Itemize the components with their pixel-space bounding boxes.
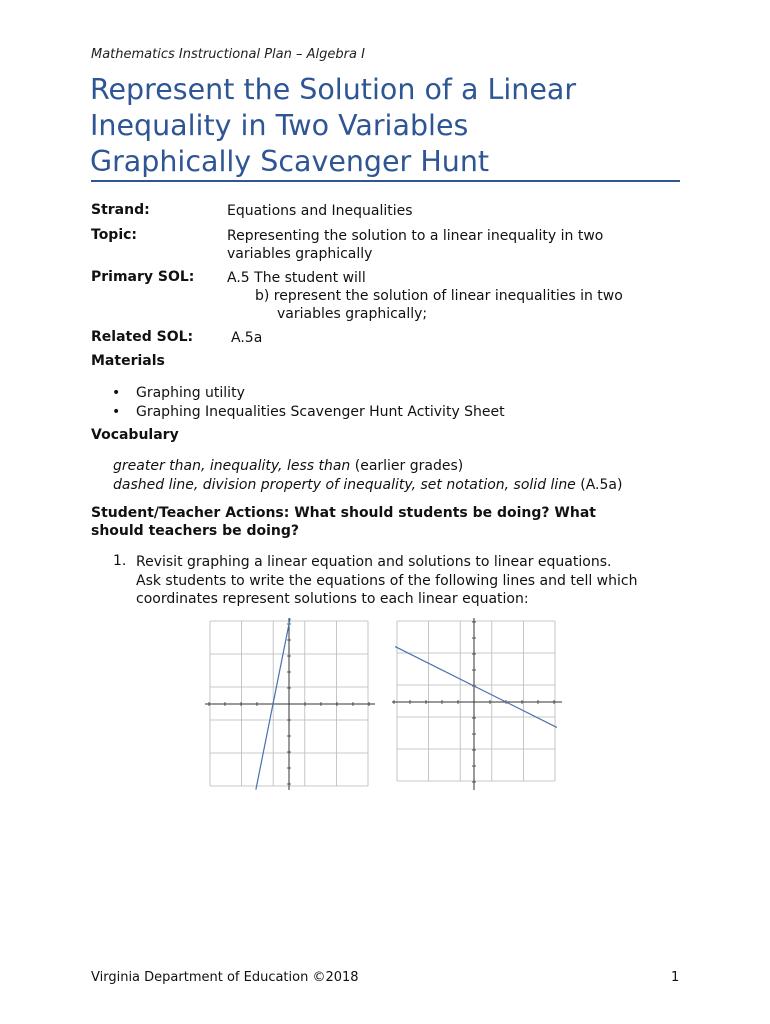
vocab-terms: dashed line, division property of inequality, set notation, solid line <box>113 477 576 493</box>
coordinate-graph-1 <box>205 616 375 792</box>
step-line: Ask students to write the equations of the following lines and tell which <box>136 572 638 589</box>
page-title <box>90 72 690 180</box>
vocab-note: (earlier grades) <box>350 458 464 474</box>
materials-heading: Materials <box>91 353 165 369</box>
sol-b-line: variables graphically; <box>277 306 428 322</box>
strand-label: Strand: <box>91 202 150 218</box>
related-sol-label: Related SOL: <box>91 329 194 345</box>
topic-line: Representing the solution to a linear inequality in two <box>227 228 604 244</box>
actions-heading <box>91 504 651 540</box>
step-line: coordinates represent solutions to each linear equation: <box>136 591 529 607</box>
strand-value: Equations and Inequalities <box>227 203 413 219</box>
primary-sol-item-b <box>255 287 623 323</box>
actions-heading-line: should teachers be doing? <box>91 523 300 539</box>
related-sol-value: A.5a <box>231 330 263 346</box>
primary-sol-label: Primary SOL: <box>91 269 195 285</box>
running-header: Mathematics Instructional Plan – Algebra I <box>91 47 365 62</box>
vocabulary-line <box>113 457 463 476</box>
actions-heading-line: Student/Teacher Actions: What should students be doing? What <box>91 505 596 521</box>
primary-sol-intro: A.5 The student will <box>227 270 366 286</box>
step-number: 1. <box>113 553 127 569</box>
materials-list <box>91 384 505 422</box>
vocabulary-heading: Vocabulary <box>91 427 179 443</box>
footer-copyright: Virginia Department of Education ©2018 <box>91 970 359 985</box>
step-text <box>136 553 696 609</box>
plotted-line <box>395 647 557 728</box>
page-number: 1 <box>671 970 680 985</box>
title-line: Inequality in Two Variables <box>90 109 469 142</box>
vocab-note: (A.5a) <box>575 477 623 493</box>
vocab-terms: greater than, inequality, less than <box>113 458 351 474</box>
title-divider <box>91 180 680 182</box>
vocabulary-line <box>113 476 622 495</box>
topic-value <box>227 227 603 263</box>
list-item: • Graphing utility <box>91 384 505 403</box>
topic-line: variables graphically <box>227 246 373 262</box>
title-line: Represent the Solution of a Linear <box>90 73 577 106</box>
sol-b-line: b) represent the solution of linear inequalities in two <box>255 288 623 304</box>
list-item: • Graphing Inequalities Scavenger Hunt Activity Sheet <box>91 403 505 422</box>
title-line: Graphically Scavenger Hunt <box>90 145 490 178</box>
coordinate-graph-2 <box>392 616 562 792</box>
step-line: Revisit graphing a linear equation and solutions to linear equations. <box>136 554 612 570</box>
topic-label: Topic: <box>91 227 138 243</box>
